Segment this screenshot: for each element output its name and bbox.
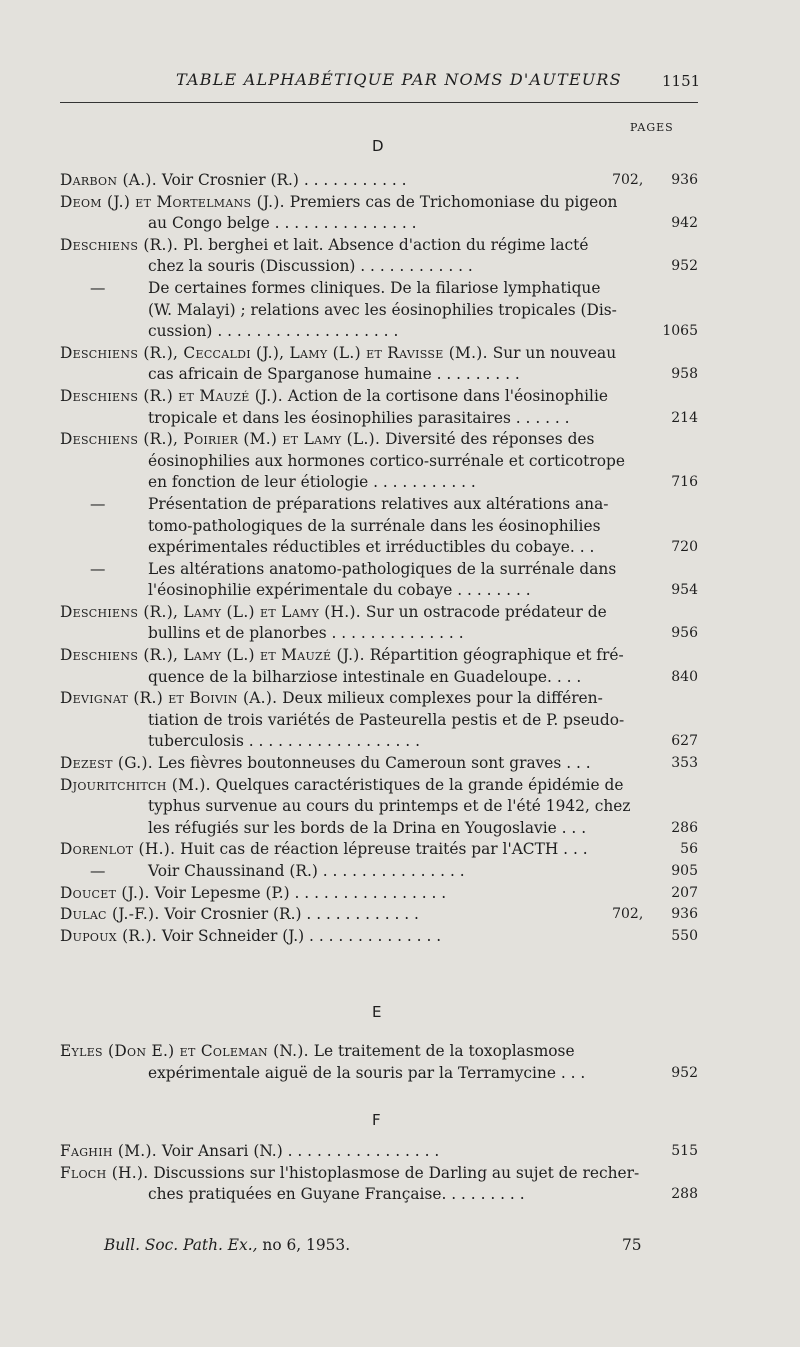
- index-entry: [60, 235, 698, 278]
- page-reference-number: 627: [671, 733, 698, 750]
- entry-text: Pl. berghei et lait. Absence d'action du régime lacté: [183, 235, 589, 254]
- entry-text: Le traitement de la toxoplasmose: [313, 1042, 575, 1060]
- author-name: Deschiens (R.), Ceccaldi (J.), Lamy (L.) et Ravisse (M.).: [60, 343, 488, 362]
- entry-text: l'éosinophilie expérimentale du cobaye . . . . . . . .: [148, 581, 531, 600]
- repeat-author-dash: —: [90, 862, 106, 880]
- entry-text: Les altérations anatomo-pathologiques de la surrénale dans: [148, 559, 617, 578]
- entry-text: tomo-pathologiques de la surrénale dans les éosinophilies: [148, 516, 601, 535]
- entry-line: [60, 926, 698, 948]
- page-reference-number: 207: [671, 884, 698, 901]
- entry-text: Action de la cortisone dans l'éosinophilie: [287, 386, 608, 405]
- page-reference: [671, 472, 698, 494]
- entry-line: [60, 537, 698, 559]
- page-reference-number: 550: [671, 927, 698, 944]
- entry-line: [60, 1163, 698, 1185]
- entry-line: [60, 580, 698, 602]
- page-reference-number: 958: [671, 366, 698, 383]
- entry-text: Répartition géographique et fré-: [369, 646, 624, 665]
- page-reference-number: 286: [671, 819, 698, 836]
- author-name: Deom (J.) et Mortelmans (J.).: [60, 192, 285, 211]
- page-reference-number: 840: [671, 668, 698, 685]
- page-reference-number: 515: [671, 1143, 698, 1159]
- entry-text: expérimentale aiguë de la souris par la Terramycine . . .: [148, 1063, 586, 1082]
- section-heading-f: F: [372, 1111, 381, 1129]
- entry-text: Voir Crosnier (R.) . . . . . . . . . . .: [161, 171, 407, 189]
- page-reference: [671, 926, 698, 948]
- page-number: 1151: [662, 72, 701, 90]
- index-entry: [60, 926, 698, 948]
- entry-line: [60, 235, 698, 257]
- page-reference-number: 353: [671, 755, 698, 772]
- page-reference-number: 952: [671, 258, 698, 275]
- header-rule: [60, 102, 698, 103]
- entry-text: bullins et de planorbes . . . . . . . . . . . . . .: [148, 624, 464, 643]
- entry-line: [60, 645, 698, 667]
- author-name: Dupoux (R.).: [60, 926, 158, 945]
- page-reference-number: 720: [671, 539, 698, 556]
- page-reference: [671, 667, 698, 689]
- entry-line: [60, 494, 698, 516]
- entry-line: [60, 861, 698, 883]
- page-reference: [671, 883, 698, 905]
- entry-text: Diversité des réponses des: [385, 430, 595, 449]
- page-reference: [612, 170, 698, 192]
- entry-line: [60, 300, 698, 322]
- section-heading-e: E: [372, 1003, 382, 1021]
- author-name: Darbon (A.).: [60, 171, 157, 189]
- entry-text: Discussions sur l'histoplasmose de Darling au sujet de recher-: [153, 1163, 640, 1182]
- page-reference-number: 936: [671, 906, 698, 923]
- page-reference: [671, 364, 698, 386]
- page-reference: [671, 580, 698, 602]
- index-entry: [60, 861, 698, 883]
- entry-text: Premiers cas de Trichomoniase du pigeon: [289, 192, 618, 211]
- entry-line: [60, 710, 698, 732]
- author-name: Deschiens (R.), Poirier (M.) et Lamy (L.).: [60, 430, 381, 449]
- entry-line: [60, 343, 698, 365]
- author-name: Devignat (R.) et Boivin (A.).: [60, 689, 278, 708]
- page-reference: [671, 753, 698, 775]
- entry-text: Sur un ostracode prédateur de: [365, 602, 607, 621]
- page-reference-number: 936: [671, 172, 698, 188]
- index-entry: [60, 883, 698, 905]
- index-entry: [60, 343, 698, 386]
- index-entry: [60, 278, 698, 343]
- repeat-author-dash: —: [90, 494, 106, 513]
- page-reference-number: 1065: [662, 323, 698, 340]
- entry-text: De certaines formes cliniques. De la filariose lymphatique: [148, 278, 601, 297]
- page-reference-number: 905: [671, 863, 698, 879]
- entry-line: [60, 775, 698, 797]
- entry-text: Les fièvres boutonneuses du Cameroun sont graves . . .: [157, 754, 591, 773]
- index-entry: [60, 753, 698, 775]
- page-reference: [662, 321, 698, 343]
- page-reference-number: 956: [671, 625, 698, 642]
- page-reference: [671, 623, 698, 645]
- page-reference: [671, 818, 698, 840]
- index-entry: [60, 645, 698, 688]
- page-reference-number: 288: [671, 1186, 698, 1203]
- entry-line: [60, 904, 698, 926]
- entry-line: [60, 1063, 698, 1085]
- author-name: Deschiens (R.).: [60, 235, 179, 254]
- entry-line: [60, 753, 698, 775]
- author-name: Eyles (Don E.) et Coleman (N.).: [60, 1042, 309, 1060]
- page-reference: [671, 861, 698, 883]
- pages-column-label: PAGES: [630, 121, 674, 134]
- running-title: TABLE ALPHABÉTIQUE PAR NOMS D'AUTEURS: [176, 70, 622, 89]
- page-footer: [0, 1236, 800, 1260]
- entry-line: [60, 170, 698, 192]
- section-d-entries: [60, 170, 698, 947]
- page-reference-first: 702,: [612, 906, 644, 923]
- entry-text: Deux milieux complexes pour la différen-: [282, 689, 603, 708]
- entry-text: cas africain de Sparganose humaine . . . . . . . . .: [148, 365, 520, 384]
- section-f-entries: [60, 1141, 698, 1206]
- index-entry: [60, 688, 698, 753]
- section-e-entries: [60, 1041, 698, 1084]
- author-name: Dezest (G.).: [60, 754, 153, 773]
- entry-text: au Congo belge . . . . . . . . . . . . . . .: [148, 214, 417, 233]
- entry-text: Voir Ansari (N.) . . . . . . . . . . . . . . . .: [161, 1142, 440, 1160]
- entry-text: Voir Schneider (J.) . . . . . . . . . . . . . .: [161, 926, 442, 945]
- entry-text: Voir Lepesme (P.) . . . . . . . . . . . . . . . .: [154, 883, 447, 902]
- author-name: Floch (H.).: [60, 1163, 149, 1182]
- entry-text: éosinophilies aux hormones cortico-surrénale et corticotrope: [148, 451, 625, 470]
- repeat-author-dash: —: [90, 559, 106, 578]
- index-entry: [60, 602, 698, 645]
- entry-line: [60, 623, 698, 645]
- entry-text: tiation de trois variétés de Pasteurella pestis et de P. pseudo-: [148, 710, 625, 729]
- entry-text: quence de la bilharziose intestinale en Guadeloupe. . . .: [148, 667, 582, 686]
- entry-line: [60, 256, 698, 278]
- entry-text: Présentation de préparations relatives aux altérations ana-: [148, 494, 609, 513]
- index-entry: [60, 429, 698, 494]
- entry-line: [60, 818, 698, 840]
- entry-text: Quelques caractéristiques de la grande épidémie de: [215, 775, 624, 794]
- entry-line: [60, 213, 698, 235]
- entry-text: Huit cas de réaction lépreuse traités par l'ACTH . . .: [180, 840, 588, 859]
- entry-line: [60, 321, 698, 343]
- entry-text: cussion) . . . . . . . . . . . . . . . . . . .: [148, 322, 399, 341]
- entry-line: [60, 796, 698, 818]
- index-entry: [60, 1163, 698, 1206]
- author-name: Dulac (J.-F.).: [60, 905, 160, 924]
- entry-line: [60, 667, 698, 689]
- entry-text: expérimentales réductibles et irréductibles du cobaye. . .: [148, 538, 595, 557]
- entry-line: [60, 408, 698, 430]
- running-head: [0, 70, 800, 94]
- page-reference-first: 702,: [612, 172, 644, 188]
- page-reference-number: 954: [671, 582, 698, 599]
- index-entry: [60, 386, 698, 429]
- page-reference: [671, 213, 698, 235]
- index-entry: [60, 170, 698, 192]
- entry-text: ches pratiquées en Guyane Française. . . . . . . . .: [148, 1185, 525, 1204]
- page-reference-number: 952: [671, 1064, 698, 1081]
- entry-text: Voir Chaussinand (R.) . . . . . . . . . . . . . . .: [148, 862, 465, 880]
- author-name: Doucet (J.).: [60, 883, 150, 902]
- journal-name: Bull. Soc. Path. Ex.,: [104, 1236, 258, 1254]
- index-entry: [60, 775, 698, 840]
- page-reference: [671, 408, 698, 430]
- page-reference: [671, 1184, 698, 1206]
- journal-citation: [104, 1236, 350, 1254]
- author-name: Dorenlot (H.).: [60, 840, 176, 859]
- page-reference: [612, 904, 698, 926]
- index-entry: [60, 1041, 698, 1084]
- page-reference-number: 214: [671, 409, 698, 426]
- entry-line: [60, 364, 698, 386]
- entry-line: [60, 451, 698, 473]
- entry-text: (W. Malayi) ; relations avec les éosinophilies tropicales (Dis-: [148, 300, 617, 319]
- page-reference: [680, 839, 698, 861]
- entry-line: [60, 386, 698, 408]
- page-reference: [671, 1063, 698, 1085]
- entry-text: Sur un nouveau: [492, 343, 617, 362]
- entry-line: [60, 731, 698, 753]
- entry-text: chez la souris (Discussion) . . . . . . . . . . . .: [148, 257, 473, 276]
- signature-mark: 75: [622, 1236, 642, 1254]
- author-name: Deschiens (R.) et Mauzé (J.).: [60, 386, 283, 405]
- author-name: Deschiens (R.), Lamy (L.) et Mauzé (J.).: [60, 646, 365, 665]
- entry-text: Voir Crosnier (R.) . . . . . . . . . . . .: [164, 905, 419, 924]
- page-reference-number: 716: [671, 474, 698, 491]
- page-reference: [671, 256, 698, 278]
- entry-line: [60, 472, 698, 494]
- entry-line: [60, 192, 698, 214]
- entry-line: [60, 1141, 698, 1163]
- entry-line: [60, 429, 698, 451]
- author-name: Faghih (M.).: [60, 1142, 157, 1160]
- entry-text: typhus survenue au cours du printemps et de l'été 1942, chez: [148, 797, 631, 816]
- entry-line: [60, 516, 698, 538]
- page-reference: [671, 1141, 698, 1163]
- entry-line: [60, 688, 698, 710]
- entry-line: [60, 559, 698, 581]
- page-reference: [671, 731, 698, 753]
- entry-text: tuberculosis . . . . . . . . . . . . . . . . . .: [148, 732, 420, 751]
- page-reference: [671, 537, 698, 559]
- entry-line: [60, 602, 698, 624]
- entry-text: tropicale et dans les éosinophilies parasitaires . . . . . .: [148, 408, 570, 427]
- repeat-author-dash: —: [90, 278, 106, 297]
- index-entry: [60, 494, 698, 559]
- index-entry: [60, 559, 698, 602]
- index-entry: [60, 839, 698, 861]
- entry-line: [60, 278, 698, 300]
- page-reference-number: 56: [680, 841, 698, 858]
- journal-issue: no 6, 1953.: [262, 1236, 351, 1254]
- author-name: Djouritchitch (M.).: [60, 775, 211, 794]
- index-entry: [60, 904, 698, 926]
- author-name: Deschiens (R.), Lamy (L.) et Lamy (H.).: [60, 602, 361, 621]
- entry-line: [60, 883, 698, 905]
- index-entry: [60, 1141, 698, 1163]
- entry-text: les réfugiés sur les bords de la Drina en Yougoslavie . . .: [148, 818, 587, 837]
- entry-text: en fonction de leur étiologie . . . . . . . . . . .: [148, 473, 476, 492]
- entry-line: [60, 839, 698, 861]
- index-entry: [60, 192, 698, 235]
- entry-line: [60, 1184, 698, 1206]
- entry-line: [60, 1041, 698, 1063]
- section-heading-d: D: [372, 137, 384, 155]
- page-reference-number: 942: [671, 215, 698, 232]
